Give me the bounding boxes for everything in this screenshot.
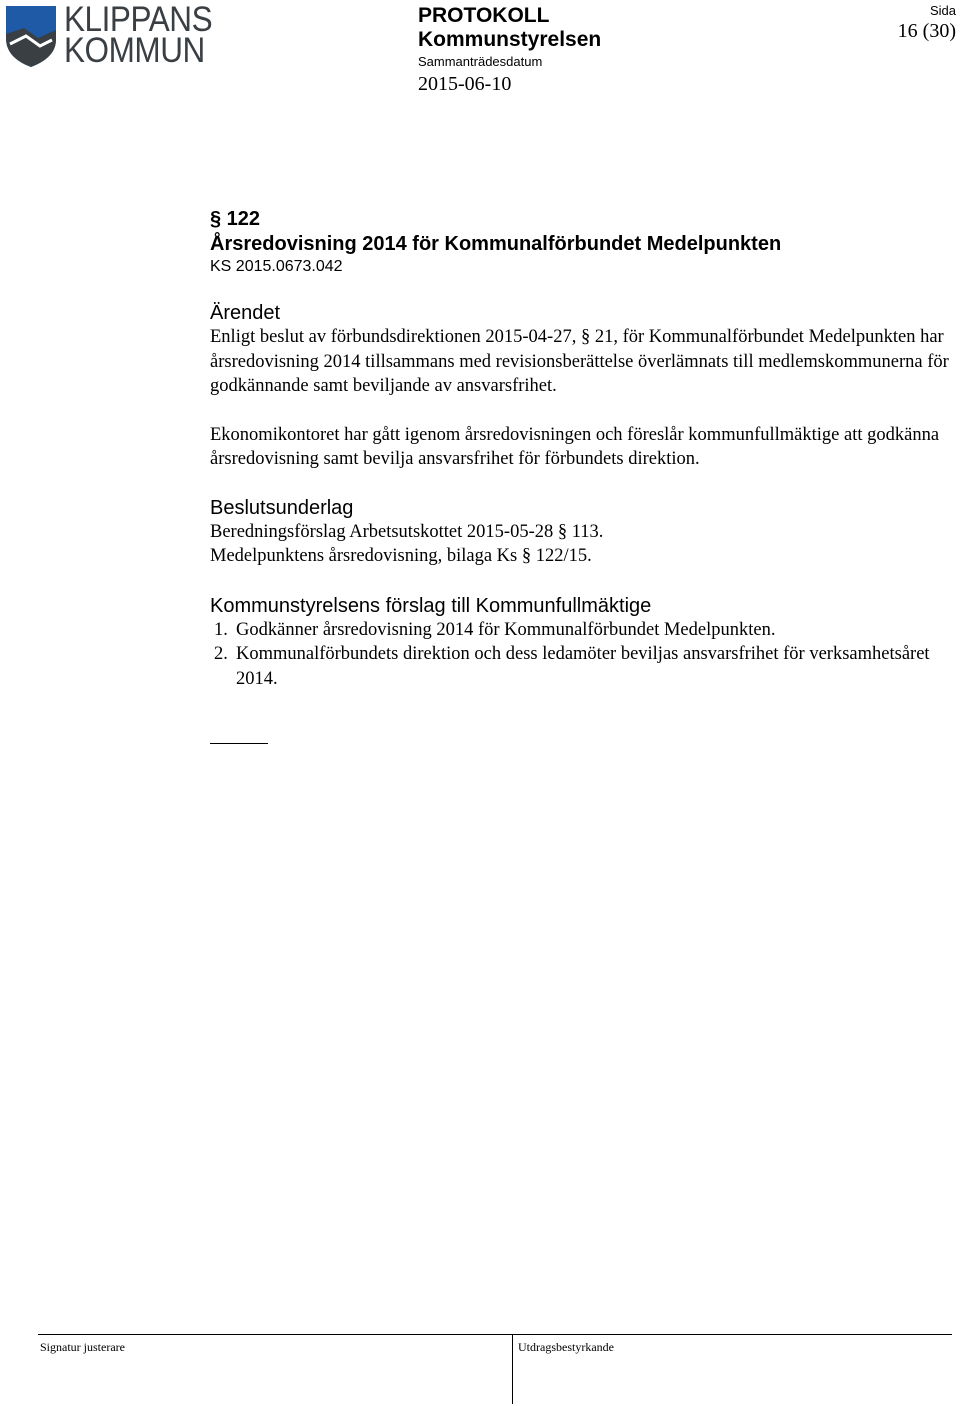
list-item-number: 1. [214,619,228,640]
page-number: 16 (30) [897,20,956,42]
beslutsunderlag-line-2: Medelpunktens årsredovisning, bilaga Ks § 122/15. [210,546,592,566]
footer-divider [38,1334,952,1335]
end-of-section-rule [210,743,268,744]
footer-column-divider [512,1334,513,1404]
case-number: KS 2015.0673.042 [210,258,343,275]
list-item [210,618,950,643]
logo-line-1: KLIPPANS [64,0,213,39]
section-number: § 122 [210,208,261,230]
coat-of-arms-icon [4,4,60,68]
proposal-list [210,618,950,692]
meeting-date: 2015-06-10 [418,73,512,95]
heading-arendet: Ärendet [210,302,281,324]
logo-line-2: KOMMUN [64,31,205,70]
arendet-paragraph-1: Enligt beslut av förbundsdirektionen 2015-04-27, § 21, för Kommunalförbundet Medelpunkten har årsredovisning 2014 tillsammans med revisionsberättelse överlämnats till medlemskommunerna för godkännande samt beviljande av ansvarsfrihet. [210,327,949,396]
logo-wordmark [64,0,213,70]
list-item [210,642,950,691]
page-label: Sida [929,3,956,18]
heading-forslag: Kommunstyrelsens förslag till Kommunfullmäktige [210,594,652,617]
municipality-logo [4,0,216,70]
heading-beslutsunderlag: Beslutsunderlag [210,496,354,519]
extract-certification-label: Utdragsbestyrkande [518,1340,614,1354]
case-title: Årsredovisning 2014 för Kommunalförbundet Medelpunkten [210,233,782,255]
signature-field-label: Signatur justerare [40,1340,125,1354]
protocol-content [210,206,950,691]
arendet-paragraph-2: Ekonomikontoret har gått igenom årsredovisningen och föreslår kommunfullmäktige att godkänna årsredovisning samt bevilja ansvarsfrihet för förbundets direktion. [210,424,940,469]
beslutsunderlag-line-1: Beredningsförslag Arbetsutskottet 2015-05-28 § 113. [210,521,604,542]
committee-name: Kommunstyrelsen [418,28,602,51]
document-header [418,4,601,97]
list-item-number: 2. [214,644,228,664]
list-item-text: Godkänner årsredovisning 2014 för Kommunalförbundet Medelpunkten. [236,619,776,640]
date-label: Sammanträdesdatum [418,54,543,69]
doc-type: PROTOKOLL [418,4,550,27]
list-item-text: Kommunalförbundets direktion och dess ledamöter beviljas ansvarsfrihet för verksamhetsåret 2014. [236,644,930,689]
